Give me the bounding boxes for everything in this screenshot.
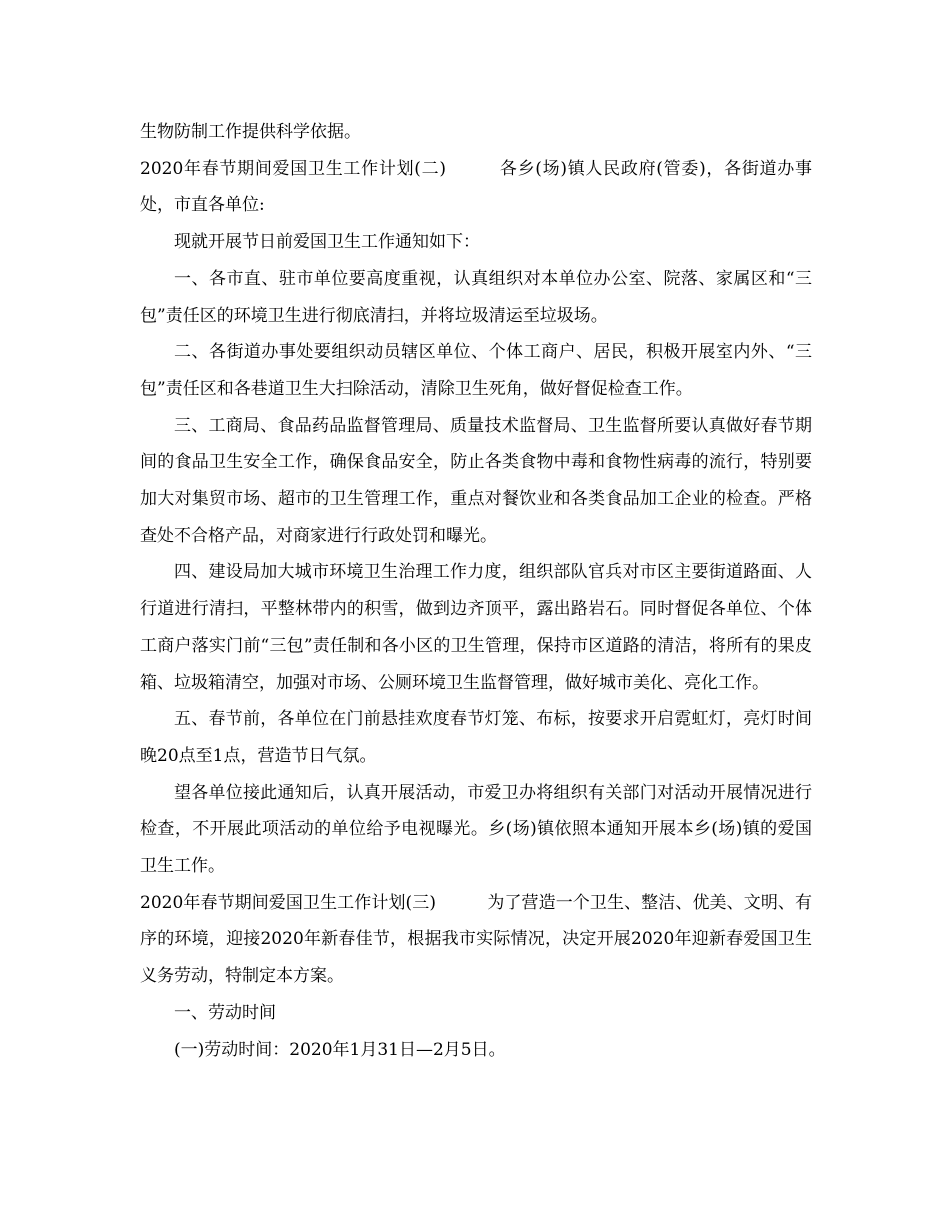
paragraph-plan-three-heading: 2020年春节期间爱国卫生工作计划(三) 为了营造一个卫生、整洁、优美、文明、有序的环境，迎接2020年新春佳节，根据我市实际情况，决定开展2020年迎新春爱国卫生义务劳动，特制定本方案。: [140, 892, 812, 987]
paragraph-section-labor-time: 一、劳动时间: [174, 1002, 276, 1023]
paragraph-notice-intro: 现就开展节日前爱国卫生工作通知如下：: [174, 232, 480, 253]
paragraph-item-five: 五、春节前，各单位在门前悬挂欢度春节灯笼、布标，按要求开启霓虹灯，亮灯时间晚20点至1点，营造节日气氛。: [140, 709, 812, 766]
paragraph-closing: 望各单位接此通知后，认真开展活动，市爱卫办将组织有关部门对活动开展情况进行检查，不开展此项活动的单位给予电视曝光。乡(场)镇依照本通知开展本乡(场)镇的爱国卫生工作。: [140, 782, 812, 877]
paragraph-continuation: 生物防制工作提供科学依据。: [140, 122, 361, 142]
paragraph-item-four: 四、建设局加大城市环境卫生治理工作力度，组织部队官兵对市区主要街道路面、人行道进行清扫，平整林带内的积雪，做到边齐顶平，露出路岩石。同时督促各单位、个体工商户落实门前“三包”责任制和各小区的卫生管理，保持市区道路的清洁，将所有的果皮箱、垃圾箱清空，加强对市场、公厕环境卫生监督管理，做好城市美化、亮化工作。: [140, 562, 812, 693]
paragraph-item-two: 二、各街道办事处要组织动员辖区单位、个体工商户、居民，积极开展室内外、“三包”责任区和各巷道卫生大扫除活动，清除卫生死角，做好督促检查工作。: [140, 342, 812, 399]
paragraph-labor-time-detail: (一)劳动时间：2020年1月31日—2月5日。: [174, 1039, 506, 1060]
document-body: [140, 114, 812, 1068]
paragraph-item-one: 一、各市直、驻市单位要高度重视，认真组织对本单位办公室、院落、家属区和“三包”责任区的环境卫生进行彻底清扫，并将垃圾清运至垃圾场。: [140, 268, 812, 326]
paragraph-plan-two-heading: 2020年春节期间爱国卫生工作计划(二) 各乡(场)镇人民政府(管委)，各街道办事处，市直各单位:: [140, 158, 812, 216]
paragraph-item-three: 三、工商局、食品药品监督管理局、质量技术监督局、卫生监督所要认真做好春节期间的食品卫生安全工作，确保食品安全，防止各类食物中毒和食物性病毒的流行，特别要加大对集贸市场、超市的卫生管理工作，重点对餐饮业和各类食品加工企业的检查。严格查处不合格产品，对商家进行行政处罚和曝光。: [140, 415, 812, 546]
